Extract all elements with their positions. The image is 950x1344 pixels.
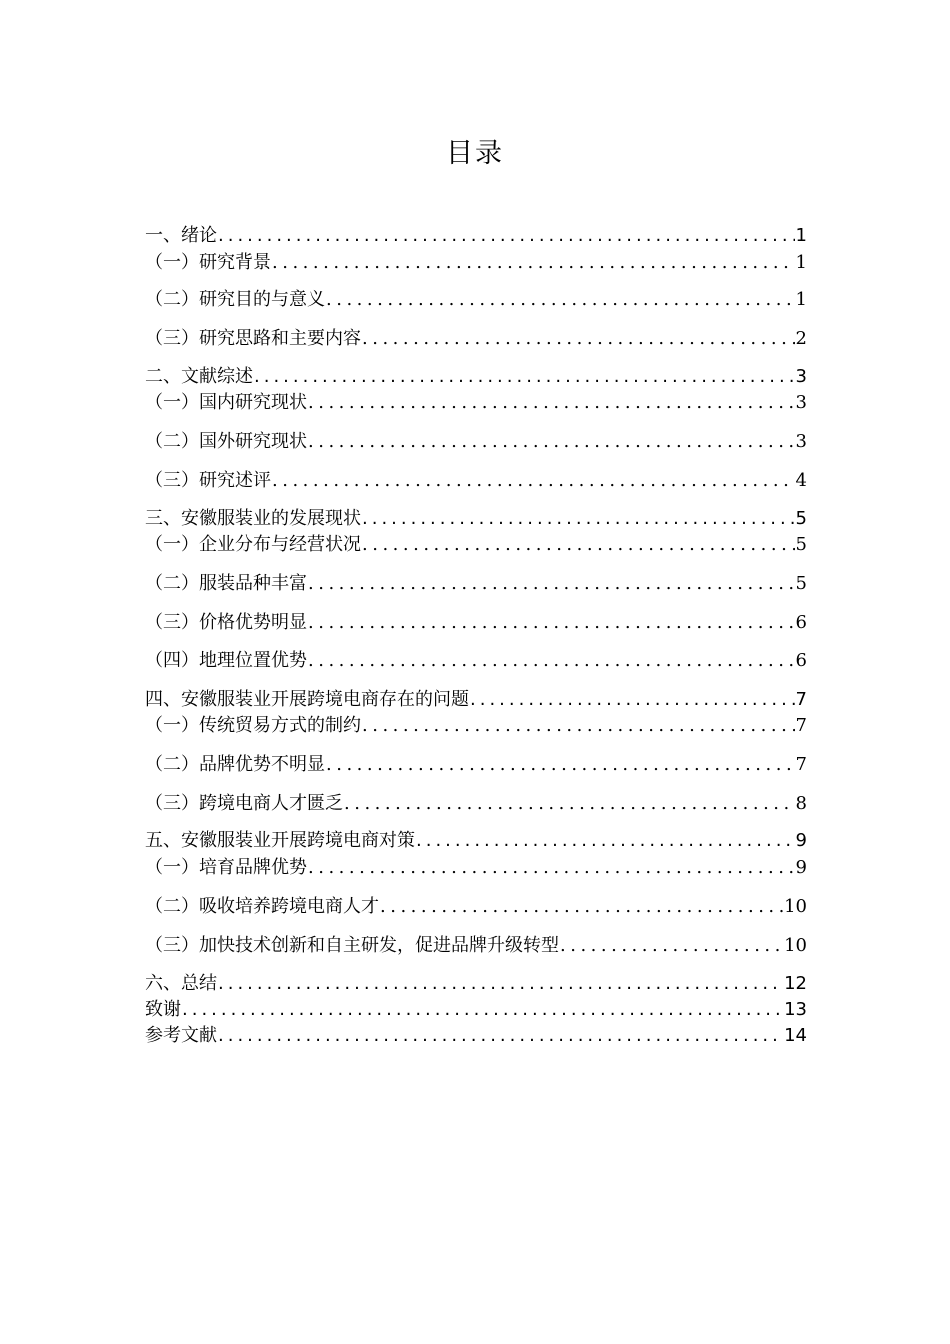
toc-entry[interactable] xyxy=(145,714,807,738)
toc-entry-label: 参考文献 xyxy=(145,1025,217,1046)
toc-entry[interactable] xyxy=(145,224,807,248)
toc-entry[interactable] xyxy=(145,572,807,596)
dot-leader xyxy=(560,934,783,958)
toc-entry-page: 1 xyxy=(795,289,807,310)
toc-entry[interactable] xyxy=(145,288,807,312)
toc-entry-page: 6 xyxy=(795,612,807,633)
toc-entry-label: （四）地理位置优势 xyxy=(145,650,307,671)
toc-entry-label: （二）研究目的与意义 xyxy=(145,289,325,310)
toc-entry-label: 三、安徽服装业的发展现状 xyxy=(145,508,361,529)
toc-entry[interactable] xyxy=(145,895,807,919)
toc-entry-label: （一）国内研究现状 xyxy=(145,392,307,413)
dot-leader xyxy=(272,251,795,275)
toc-entry-page: 7 xyxy=(795,689,807,710)
toc-entry[interactable] xyxy=(145,829,807,853)
toc-entry-label: 五、安徽服装业开展跨境电商对策 xyxy=(145,830,415,851)
toc-entry[interactable] xyxy=(145,430,807,454)
toc-entry-label: （二）服装品种丰富 xyxy=(145,573,307,594)
page-title: 目录 xyxy=(446,138,504,169)
toc-entry[interactable] xyxy=(145,856,807,880)
toc-entry-label: （二）品牌优势不明显 xyxy=(145,754,325,775)
toc-entry-page: 1 xyxy=(795,252,807,273)
dot-leader xyxy=(218,224,795,248)
dot-leader xyxy=(254,365,795,389)
dot-leader xyxy=(416,829,795,853)
toc-entry[interactable] xyxy=(145,792,807,816)
dot-leader xyxy=(362,533,795,557)
toc-entry-label: 六、总结 xyxy=(145,973,217,994)
toc-entry-page: 5 xyxy=(795,534,807,555)
dot-leader xyxy=(308,856,795,880)
toc-entry[interactable] xyxy=(145,649,807,673)
toc-entry[interactable] xyxy=(145,533,807,557)
toc-entry-label: （二）国外研究现状 xyxy=(145,431,307,452)
toc-entry-label: （二）吸收培养跨境电商人才 xyxy=(145,896,379,917)
dot-leader xyxy=(470,688,795,712)
toc-entry-label: （三）加快技术创新和自主研发，促进品牌升级转型 xyxy=(145,935,559,956)
dot-leader xyxy=(326,753,795,777)
toc-entry-page: 9 xyxy=(795,857,807,878)
toc-entry[interactable] xyxy=(145,507,807,531)
dot-leader xyxy=(218,1024,783,1048)
toc-entry[interactable] xyxy=(145,611,807,635)
toc-entry[interactable] xyxy=(145,934,807,958)
toc-entry-label: 一、绪论 xyxy=(145,225,217,246)
dot-leader xyxy=(380,895,783,919)
toc-entry-label: （三）跨境电商人才匮乏 xyxy=(145,793,343,814)
toc-entry-page: 3 xyxy=(795,392,807,413)
toc-entry-label: （三）研究述评 xyxy=(145,470,271,491)
dot-leader xyxy=(362,507,795,531)
dot-leader xyxy=(308,391,795,415)
toc-entry-page: 2 xyxy=(795,328,807,349)
toc-entry-page: 4 xyxy=(795,470,807,491)
toc-entry-page: 9 xyxy=(795,830,807,851)
toc-entry-page: 3 xyxy=(795,431,807,452)
toc-entry[interactable] xyxy=(145,753,807,777)
toc-entry-page: 10 xyxy=(784,896,807,917)
toc-entry-label: 二、文献综述 xyxy=(145,366,253,387)
dot-leader xyxy=(344,792,795,816)
toc-entry-label: （三）研究思路和主要内容 xyxy=(145,328,361,349)
toc-entry-page: 13 xyxy=(784,999,807,1020)
toc-entry-page: 5 xyxy=(795,508,807,529)
toc-entry[interactable] xyxy=(145,251,807,275)
toc-entry-label: （一）研究背景 xyxy=(145,252,271,273)
toc-entry-page: 12 xyxy=(784,973,807,994)
dot-leader xyxy=(362,327,795,351)
toc-entry[interactable] xyxy=(145,998,807,1022)
toc-entry-label: （三）价格优势明显 xyxy=(145,612,307,633)
toc-entry-page: 8 xyxy=(795,793,807,814)
toc-entry[interactable] xyxy=(145,327,807,351)
toc-entry-page: 5 xyxy=(795,573,807,594)
dot-leader xyxy=(362,714,795,738)
toc-entry-label: （一）企业分布与经营状况 xyxy=(145,534,361,555)
toc-entry[interactable] xyxy=(145,688,807,712)
toc-entry-page: 3 xyxy=(795,366,807,387)
dot-leader xyxy=(218,972,783,996)
toc-entry-label: （一）培育品牌优势 xyxy=(145,857,307,878)
dot-leader xyxy=(308,611,795,635)
toc-entry-page: 1 xyxy=(795,225,807,246)
dot-leader xyxy=(308,572,795,596)
toc-entry-page: 14 xyxy=(784,1025,807,1046)
toc-entry-page: 6 xyxy=(795,650,807,671)
toc-entry-label: 四、安徽服装业开展跨境电商存在的问题 xyxy=(145,689,469,710)
dot-leader xyxy=(308,649,795,673)
toc-entry-page: 7 xyxy=(795,715,807,736)
toc-entry-page: 10 xyxy=(784,935,807,956)
dot-leader xyxy=(326,288,795,312)
toc-entry-label: 致谢 xyxy=(145,999,181,1020)
toc-entry[interactable] xyxy=(145,972,807,996)
toc-entry[interactable] xyxy=(145,469,807,493)
dot-leader xyxy=(272,469,795,493)
toc-entry[interactable] xyxy=(145,391,807,415)
toc-entry-label: （一）传统贸易方式的制约 xyxy=(145,715,361,736)
toc-entry-page: 7 xyxy=(795,754,807,775)
dot-leader xyxy=(308,430,795,454)
toc-entry[interactable] xyxy=(145,1024,807,1048)
toc-entry[interactable] xyxy=(145,365,807,389)
dot-leader xyxy=(182,998,783,1022)
